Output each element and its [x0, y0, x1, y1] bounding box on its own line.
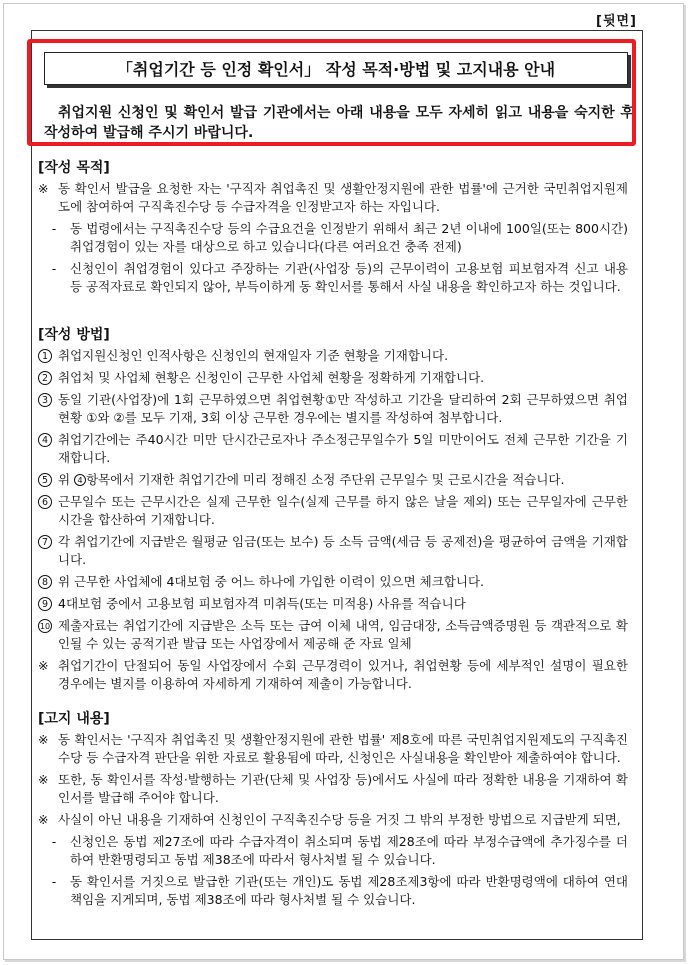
- method-item-number: 6: [38, 495, 52, 509]
- method-heading: [작성 방법]: [38, 327, 110, 343]
- notice-heading: [고지 내용]: [38, 711, 110, 727]
- notice-item-mark: ※: [38, 812, 49, 827]
- notice-item-text: 또한, 동 확인서를 작성·발행하는 기관(단체 및 사업장 등)에서도 사실에 따라 정확한 내용을 기재하여 확인서를 발급해 주어야 합니다.: [58, 772, 628, 805]
- page-side-label: [뒷면]: [596, 14, 637, 29]
- highlight-box: [27, 39, 636, 146]
- purpose-item-mark: -: [51, 261, 57, 276]
- method-item-text: 취업기간에는 주40시간 미만 단시간근로자나 주소정근무일수가 5일 미만이어도 전체 근무한 기간을 기재합니다.: [58, 432, 628, 465]
- method-item-text: 제출자료는 취업기간에 지급받은 소득 또는 급여 이체 내역, 임금대장, 소득금액증명원 등 객관적으로 확인될 수 있는 공적기관 발급 또는 사업장에서 제공해 준 자료 일체: [58, 618, 628, 651]
- method-item: [38, 431, 628, 467]
- document-title: 「취업기간 등 인정 확인서」 작성 목적·방법 및 고지내용 안내: [44, 52, 628, 85]
- method-item-text: 근무일수 또는 근무시간은 실제 근무한 일수(실제 근무를 하지 않은 날을 제외) 또는 근무일자에 근무한 시간을 합산하여 기재합니다.: [58, 494, 628, 527]
- method-item-number: 2: [38, 371, 52, 385]
- purpose-item-text: 신청인이 취업경험이 있다고 주장하는 기관(사업장 등)의 근무이력이 고용보험 피보험자격 신고 내용 등 공적자료로 확인되지 않아, 부득이하게 동 확인서를 통해서 사실 내용을 확인하고자 하는 것입니다.: [70, 261, 628, 294]
- method-item-text: 각 취업기간에 지급받은 월평균 임금(또는 보수) 등 소득 금액(세금 등 공제전)을 평균하여 금액을 기재합니다.: [58, 534, 628, 567]
- method-section: [38, 347, 628, 693]
- method-item-text: 위 근무한 사업체에 4대보험 중 어느 하나에 가입한 이력이 있으면 체크합니다.: [58, 574, 484, 589]
- method-item: [38, 493, 628, 529]
- method-item-number: 7: [38, 535, 52, 549]
- notice-item: [38, 873, 628, 909]
- method-item: [38, 617, 628, 653]
- method-item-number: 10: [38, 619, 52, 633]
- method-item: [38, 347, 628, 365]
- method-item-text: 취업처 및 사업체 현황은 신청인이 근무한 사업체 현황을 정확하게 기재합니다.: [58, 370, 485, 385]
- method-item: [38, 657, 628, 693]
- method-item: [38, 471, 628, 489]
- purpose-item: [38, 180, 628, 216]
- method-item-number: 3: [38, 393, 52, 407]
- notice-item-text: 사실이 아닌 내용을 기재하여 신청인이 구직촉진수당 등을 거짓 그 밖의 부정한 방법으로 지급받게 되면,: [58, 812, 621, 827]
- method-item-number: 5: [38, 473, 52, 487]
- method-item-text: 동일 기관(사업장)에 1회 근무하였으면 취업현황①만 작성하고 기간을 달리하여 2회 근무하였으면 취업현황 ①와 ②를 모두 기재, 3회 이상 근무한 경우에는 별지를 작성하여 첨부합니다.: [58, 392, 628, 425]
- method-item: [38, 369, 628, 387]
- method-item-text: 취업지원신청인 인적사항은 신청인의 현재일자 기준 현황을 기재합니다.: [58, 348, 449, 363]
- method-item: [38, 533, 628, 569]
- method-item: [38, 595, 628, 613]
- notice-item-mark: -: [51, 874, 57, 889]
- notice-item-text: 동 확인서를 거짓으로 발급한 기관(또는 개인)도 동법 제28조제3항에 따라 반환명령액에 대하여 연대책임을 지게되며, 동법 제38조에 따라 형사처벌 될 수 있습니다.: [70, 874, 628, 907]
- notice-item-text: 동 확인서는 '구직자 취업촉진 및 생활안정지원에 관한 법률' 제8호에 따른 국민취업지원제도의 구직촉진수당 등 수급자격 판단을 위한 자료로 활용됨에 따라, 신청인은 사실내용을 확인받아 제출하여야 합니다.: [58, 732, 628, 765]
- method-item-text: 4대보험 중에서 고용보험 피보험자격 미취득(또는 미적용) 사유를 적습니다: [58, 596, 466, 611]
- method-item-number: 9: [38, 597, 52, 611]
- method-item-mark: ※: [38, 658, 49, 673]
- notice-section: [38, 731, 628, 909]
- purpose-item: [38, 260, 628, 296]
- notice-item: [38, 731, 628, 767]
- notice-item-mark: ※: [38, 772, 49, 787]
- purpose-item-mark: ※: [38, 181, 49, 196]
- method-item-number: 4: [38, 433, 52, 447]
- method-item-text: 취업기간이 단절되어 동일 사업장에서 수회 근무경력이 있거나, 취업현황 등에 세부적인 설명이 필요한 경우에는 별지를 이용하여 자세하게 기재하여 제출이 가능합니다.: [58, 658, 628, 691]
- purpose-heading: [작성 목적]: [38, 160, 110, 176]
- method-item: [38, 391, 628, 427]
- purpose-section: [38, 180, 628, 296]
- notice-item: [38, 811, 628, 829]
- notice-item: [38, 833, 628, 869]
- purpose-item: [38, 220, 628, 256]
- notice-item-mark: ※: [38, 732, 49, 747]
- notice-item: [38, 771, 628, 807]
- purpose-item-text: 동 확인서 발급을 요청한 자는 '구직자 취업촉진 및 생활안정지원에 관한 법률'에 근거한 국민취업지원제도에 참여하여 구직촉진수당 등 수급자격을 인정받고자 하는 자입니다.: [58, 181, 628, 214]
- intro-text: 취업지원 신청인 및 확인서 발급 기관에서는 아래 내용을 모두 자세히 읽고 내용을 숙지한 후 작성하여 발급해 주시기 바랍니다.: [44, 105, 634, 141]
- method-item-number: 1: [38, 349, 52, 363]
- purpose-item-text: 동 법령에서는 구직촉진수당 등의 수급요건을 인정받기 위해서 최근 2년 이내에 100일(또는 800시간) 취업경험이 있는 자를 대상으로 하고 있습니다(다른 여러요건 충족 전제): [70, 221, 628, 254]
- method-item-text: 위 4 항목에서 기재한 취업기간에 미리 정해진 소정 주단위 근무일수 및 근로시간을 적습니다.: [58, 472, 565, 487]
- notice-item-text: 신청인은 동법 제27조에 따라 수급자격이 취소되며 동법 제28조에 따라 부정수급액에 추가징수를 더하여 반환명령되고 동법 제38조에 따라서 형사처벌 될 수 있습니다.: [70, 834, 628, 867]
- purpose-item-mark: -: [51, 221, 57, 236]
- method-item-number: 8: [38, 575, 52, 589]
- method-item: [38, 573, 628, 591]
- notice-item-mark: -: [51, 834, 57, 849]
